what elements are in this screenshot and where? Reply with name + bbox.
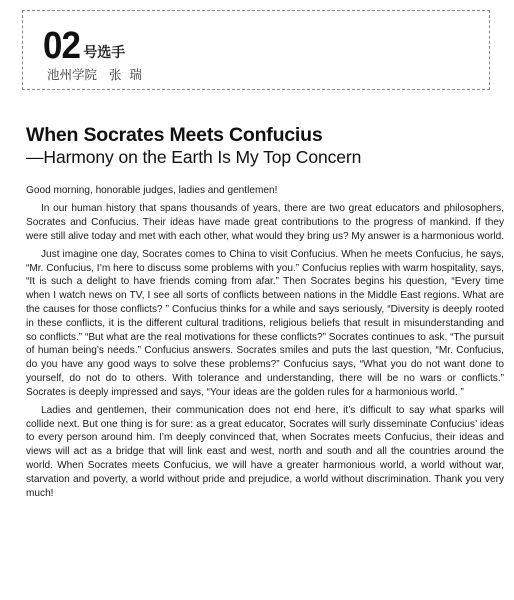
speech-subtitle: —Harmony on the Earth Is My Top Concern <box>26 147 362 167</box>
contestant-school: 池州学院 <box>47 67 98 82</box>
speech-greeting: Good morning, honorable judges, ladies and gentlemen! <box>26 185 278 196</box>
speech-title: When Socrates Meets Confucius <box>26 124 323 146</box>
contestant-number-row <box>43 21 125 65</box>
contestant-info <box>47 68 142 82</box>
contestant-number: 02 <box>43 25 81 67</box>
speech-paragraph-3: Ladies and gentlemen, their communication does not end here, it’s difficult to say what sparks will collide next. But one thing is for sure: as a great educator, Socrates will surly disseminate Confucius’ ideas to every person around him. I’m deeply convinced that, when Socrates meets Confucius, their ideas and views will act as a bridge that will link east and west, north and south and all the countries around the world. When Socrates meets Confucius, we will have a greater harmonious world, a world without war, starvation and poverty, a world without pride and prejudice, a world without discrimination. Thank you very much! <box>26 404 504 499</box>
contestant-label: 号选手 <box>83 45 126 61</box>
speech-paragraph-2: Just imagine one day, Socrates comes to China to visit Confucius. When he meets Confucius, he says, “Mr. Confucius, I’m here to discuss some problems with you.” Confucius replies with warm hospitality, says, “It is such a delight to have friends coming from afar.” Then Socrates begins his question, “Every time when I watch news on TV, I see all sorts of conflicts between nations in the Middle East regions. What are the causes for those conflicts? ” Confucius thinks for a while and says seriously, “Diversity is deeply rooted in these conflicts, it is the different cultural traditions, religious beliefs that result in misunderstanding and so conflicts.” “But what are the real motivations for these conflicts?” Socrates continues to ask. “The pursuit of human being’s needs.” Confucius answers. Socrates smiles and puts the last question, “Mr. Confucius, do you have any good ways to solve these problems?” Confucius says, “What you do not want done to yourself, do not do to others. With tolerance and understanding, there will be no wars or conflicts.” Socrates is deeply impressed and says, “Your ideas are the golden rules for a harmonious world. ” <box>26 248 504 398</box>
speech-body <box>26 184 504 505</box>
contestant-header-box <box>22 10 490 90</box>
contestant-name: 张 瑞 <box>108 67 142 82</box>
speech-paragraph-1: In our human history that spans thousands of years, there are two great educators and philosophers, Socrates and Confucius. Their ideas have made great contributions to the progress of mankind. If they were still alive today and met with each other, what would they bring us? My answer is a harmonious world. <box>26 203 505 242</box>
speech-title-block <box>26 124 496 168</box>
